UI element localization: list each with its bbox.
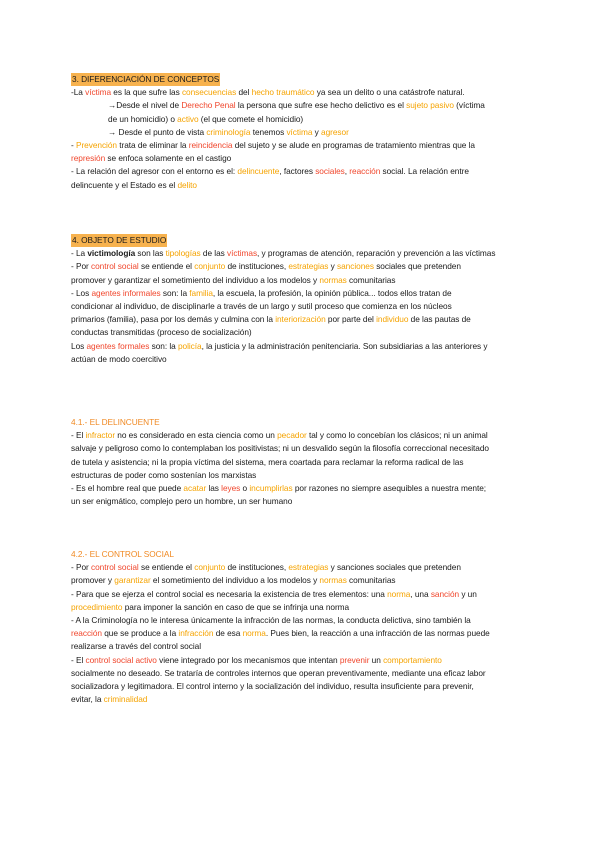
paragraph: evitar, la criminalidad — [71, 694, 148, 705]
paragraph: socializadora y legitimadora. El control interno y la socialización del individuo, resulta insuficiente para prevenir, — [71, 681, 474, 692]
paragraph: -La víctima es la que sufre las consecuencias del hecho traumático ya sea un delito o una catástrofe natural. — [71, 87, 465, 98]
paragraph: → Desde el punto de vista criminología tenemos víctima y agresor — [108, 126, 349, 137]
paragraph: - Para que se ejerza el control social es necesaria la existencia de tres elementos: una norma, una sanción y un — [71, 588, 477, 599]
paragraph: promover y garantizar el sometimiento del individuo a los modelos y normas comunitarias — [71, 575, 396, 586]
section-heading: 4. OBJETO DE ESTUDIO — [71, 234, 167, 247]
paragraph: condicionar al individuo, de disciplinarle a través de un largo y sutil proceso que comienza en los núcleos — [71, 301, 452, 312]
paragraph: un ser enigmático, complejo pero un hombre, un ser humano — [71, 496, 293, 507]
paragraph: socialmente no deseado. Se trataría de controles internos que operan preventivamente, mediante una eficaz labor — [71, 667, 486, 678]
paragraph: - A la Criminología no le interesa únicamente la infracción de las normas, la conducta delictiva, sino también la — [71, 615, 471, 626]
paragraph: - Prevención trata de eliminar la reincidencia del sujeto y se alude en programas de tratamiento mientras que la — [71, 140, 475, 151]
paragraph: conductas transmitidas (proceso de socialización) — [71, 327, 252, 338]
paragraph: - Por control social se entiende el conjunto de instituciones, estrategias y sanciones sociales que pretenden — [71, 261, 461, 272]
paragraph: procedimiento para imponer la sanción en caso de que se infrinja una norma — [71, 601, 350, 612]
paragraph: primarios (familia), pasa por los demás y culmina con la interiorización por parte del individuo de las pautas de — [71, 314, 471, 325]
paragraph: - El infractor no es considerado en esta ciencia como un pecador tal y como lo concebían los clásicos; ni un animal — [71, 430, 488, 441]
paragraph: realizarse a través del control social — [71, 641, 201, 652]
paragraph: - Es el hombre real que puede acatar las leyes o incumplirlas por razones no siempre asequibles a nuestra mente; — [71, 483, 487, 494]
section-heading: 4.1.- EL DELINCUENTE — [71, 417, 160, 427]
section-delincuente — [71, 416, 536, 508]
paragraph: →Desde el nivel de Derecho Penal la persona que sufre ese hecho delictivo es el sujeto pasivo (víctima — [108, 100, 485, 111]
paragraph: - La victimología son las tipologías de las víctimas, y programas de atención, reparación y prevención a las víctimas — [71, 248, 496, 259]
section-diferenciacion — [71, 73, 536, 192]
paragraph: - Por control social se entiende el conjunto de instituciones, estrategias y sanciones sociales que pretenden — [71, 562, 461, 573]
paragraph: - El control social activo viene integrado por los mecanismos que intentan prevenir un comportamiento — [71, 654, 442, 665]
section-heading: 4.2.- EL CONTROL SOCIAL — [71, 549, 174, 559]
paragraph: Los agentes formales son: la policía, la justicia y la administración penitenciaria. Son subsidiarias a las anteriores y — [71, 340, 488, 351]
paragraph: de un homicidio) o activo (el que comete el homicidio) — [108, 113, 304, 124]
paragraph: de tutela y asistencia; ni la propia víctima del sistema, mera coartada para reclamar la reforma radical de las — [71, 456, 464, 467]
section-control-social — [71, 548, 536, 706]
paragraph: actúan de modo coercitivo — [71, 353, 167, 364]
paragraph: reacción que se produce a la infracción de esa norma. Pues bien, la reacción a una infracción de las normas puede — [71, 628, 490, 639]
paragraph: promover y garantizar el sometimiento del individuo a los modelos y normas comunitarias — [71, 274, 396, 285]
paragraph: delincuente y el Estado es el delito — [71, 179, 197, 190]
section-objeto-estudio — [71, 234, 536, 366]
paragraph: represión se enfoca solamente en el castigo — [71, 153, 232, 164]
section-heading: 3. DIFERENCIACIÓN DE CONCEPTOS — [71, 73, 220, 86]
paragraph: - Los agentes informales son: la familia, la escuela, la profesión, la opinión pública... todos ellos tratan de — [71, 287, 452, 298]
paragraph: - La relación del agresor con el entorno es el: delincuente, factores sociales, reacción social. La relación entre — [71, 166, 469, 177]
paragraph: salvaje y peligroso como lo contemplaban los positivistas; ni un desvalido según la filosofía correccional necesitado — [71, 443, 489, 454]
paragraph: estructuras de poder como sostenían los marxistas — [71, 469, 257, 480]
